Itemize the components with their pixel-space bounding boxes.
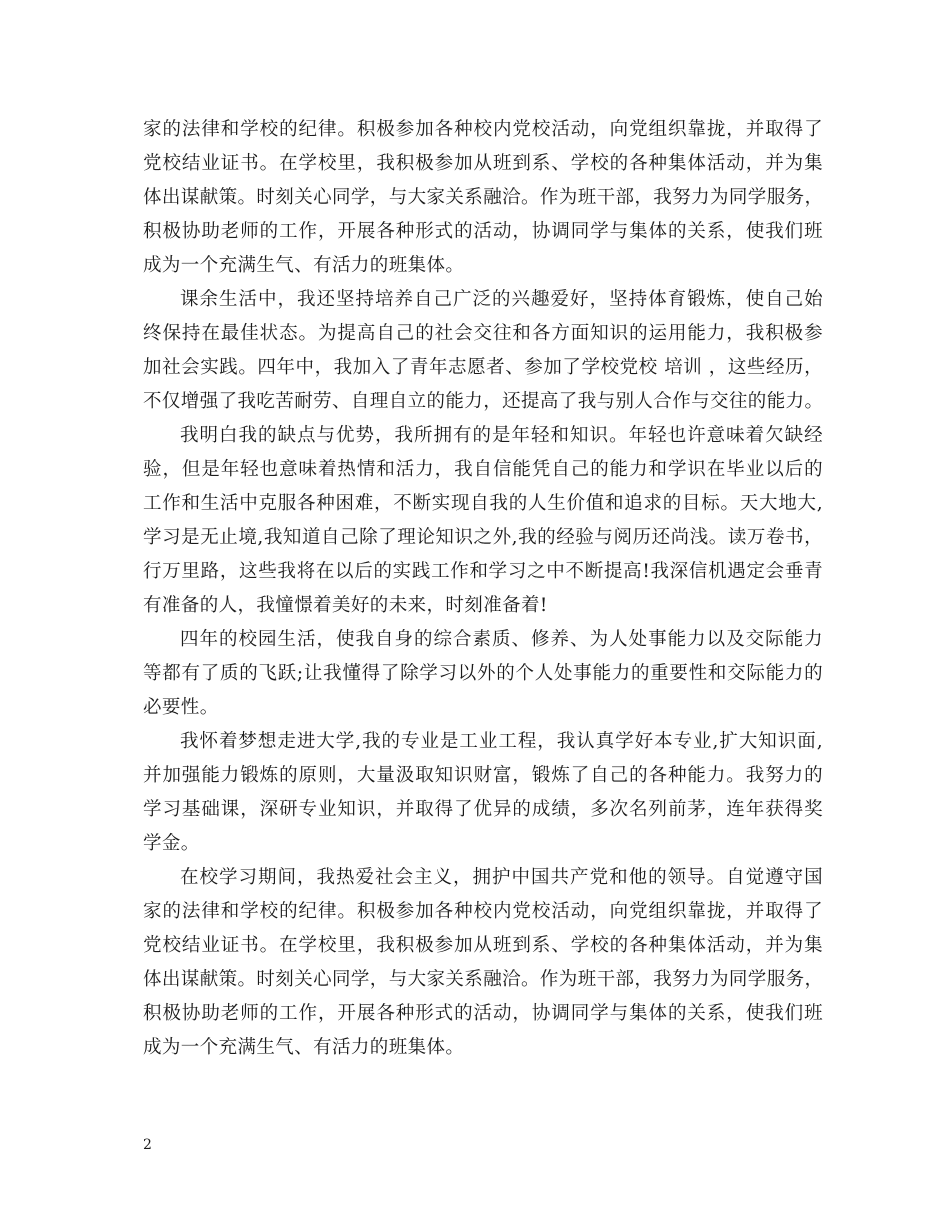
paragraph-first-line: 我怀着梦想走进大学,我的专业是工业工程，我认真学好本专业,扩大知识面, [180, 731, 823, 752]
text-line: 并加强能力锻炼的原则，大量汲取知识财富，锻炼了自己的各种能力。我努力的 [143, 765, 823, 786]
text-line: 家的法律和学校的纪律。积极参加各种校内党校活动，向党组织靠拢，并取得了 [143, 119, 823, 140]
text-line: 行万里路，这些我将在以后的实践工作和学习之中不断提高!我深信机遇定会垂青 [143, 561, 823, 582]
text-line: 工作和生活中克服各种困难，不断实现自我的人生价值和追求的目标。天大地大, [143, 493, 823, 514]
text-line: 成为一个充满生气、有活力的班集体。 [143, 255, 465, 276]
paragraph-first-line: 课余生活中，我还坚持培养自己广泛的兴趣爱好，坚持体育锻炼，使自己始 [180, 289, 823, 310]
text-line: 有准备的人，我憧憬着美好的未来，时刻准备着! [143, 595, 548, 616]
text-line: 体出谋献策。时刻关心同学，与大家关系融洽。作为班干部，我努力为同学服务， [143, 969, 824, 990]
text-line: 等都有了质的飞跃;让我懂得了除学习以外的个人处事能力的重要性和交际能力的 [143, 663, 823, 684]
text-line: 体出谋献策。时刻关心同学，与大家关系融洽。作为班干部，我努力为同学服务， [143, 187, 824, 208]
text-line: 必要性。 [143, 697, 219, 718]
text-line: 加社会实践。四年中，我加入了青年志愿者、参加了学校党校 培训 ，这些经历， [143, 357, 823, 378]
text-line: 党校结业证书。在学校里，我积极参加从班到系、学校的各种集体活动，并为集 [143, 153, 823, 174]
paragraph-first-line: 在校学习期间，我热爱社会主义，拥护中国共产党和他的领导。自觉遵守国 [180, 867, 823, 888]
body-text [143, 113, 823, 1065]
text-line: 终保持在最佳状态。为提高自己的社会交往和各方面知识的运用能力，我积极参 [143, 323, 823, 344]
text-line: 家的法律和学校的纪律。积极参加各种校内党校活动，向党组织靠拢，并取得了 [143, 901, 823, 922]
text-line: 验，但是年轻也意味着热情和活力，我自信能凭自己的能力和学识在毕业以后的 [143, 459, 823, 480]
text-line: 党校结业证书。在学校里，我积极参加从班到系、学校的各种集体活动，并为集 [143, 935, 823, 956]
text-line: 学习是无止境,我知道自己除了理论知识之外,我的经验与阅历还尚浅。读万卷书， [143, 527, 823, 548]
text-line: 积极协助老师的工作，开展各种形式的活动，协调同学与集体的关系，使我们班 [143, 1003, 823, 1024]
paragraph-first-line: 四年的校园生活，使我自身的综合素质、修养、为人处事能力以及交际能力 [180, 629, 823, 650]
page-number: 2 [143, 1137, 152, 1153]
text-line: 学习基础课，深研专业知识，并取得了优异的成绩，多次名列前茅，连年获得奖 [143, 799, 823, 820]
text-line: 积极协助老师的工作，开展各种形式的活动，协调同学与集体的关系，使我们班 [143, 221, 823, 242]
paragraph-first-line: 我明白我的缺点与优势，我所拥有的是年轻和知识。年轻也许意味着欠缺经 [180, 425, 823, 446]
text-line: 成为一个充满生气、有活力的班集体。 [143, 1037, 465, 1058]
text-line: 学金。 [143, 833, 200, 854]
text-line: 不仅增强了我吃苦耐劳、自理自立的能力，还提高了我与别人合作与交往的能力。 [143, 391, 824, 412]
